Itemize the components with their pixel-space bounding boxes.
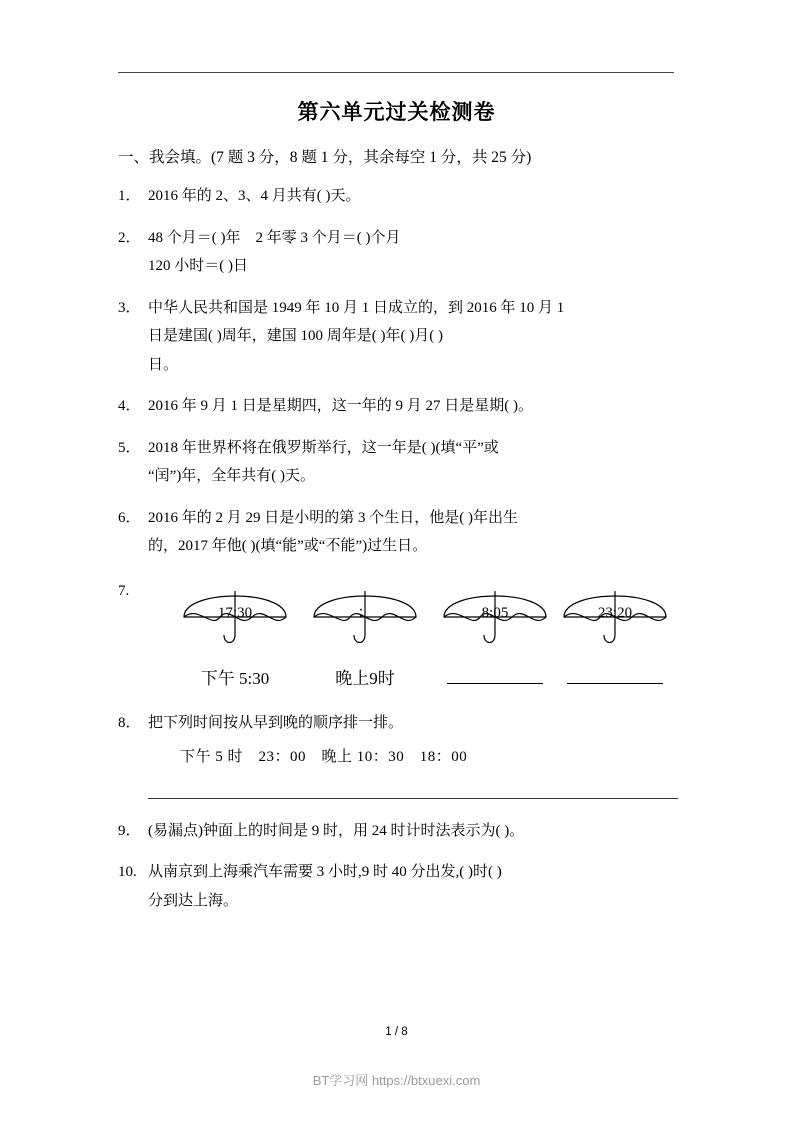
question-1-line-1: 2016 年的 2、3、4 月共有( )天。 [148, 188, 361, 205]
question-8 [118, 709, 678, 799]
section-heading: 一、我会填。(7 题 3 分，8 题 1 分，其余每空 1 分，共 25 分) [118, 149, 532, 166]
question-7 [118, 577, 678, 693]
umbrella-icon-3 [436, 577, 554, 655]
question-1 [118, 182, 678, 211]
question-8-items: 下午 5 时 23：00 晚上 10：30 18：00 [180, 749, 468, 766]
page-title: 第六单元过关检测卷 [297, 101, 496, 124]
question-4-line-1: 2016 年 9 月 1 日是星期四，这一年的 9 月 27 日是星期( )。 [148, 398, 533, 415]
umbrella-label-1: 下午 5:30 [200, 668, 270, 688]
question-8-line-1: 把下列时间按从早到晚的顺序排一排。 [148, 714, 404, 731]
umbrella-icon-4 [556, 577, 674, 655]
question-3-line-3: 日。 [148, 356, 179, 373]
watermark: BT学习网 https://btxuexi.com [312, 1073, 481, 1088]
question-6-line-2: 的，2017 年他( )(填“能”或“不能”)过生日。 [148, 538, 428, 555]
umbrella-answer-line-3[interactable] [447, 683, 543, 684]
question-3-number: 3． [118, 299, 141, 316]
umbrella-label-row [148, 663, 678, 693]
question-6 [118, 504, 678, 561]
question-8-number: 8． [118, 714, 141, 731]
question-8-answer-line[interactable] [148, 798, 678, 799]
umbrella-clock-4: 23:20 [597, 604, 633, 621]
question-2-number: 2． [118, 229, 141, 246]
question-5-line-2: “闰”)年，全年共有( )天。 [148, 468, 316, 485]
umbrella-figure-row [148, 577, 678, 663]
question-7-number: 7. [118, 582, 130, 599]
question-3-line-2: 日是建国( )周年，建国 100 周年是( )年( )月( ) [148, 328, 443, 345]
question-4-number: 4． [118, 398, 141, 415]
question-5-line-1: 2018 年世界杯将在俄罗斯举行，这一年是( )(填“平”或 [148, 439, 499, 456]
question-9 [118, 817, 678, 846]
question-2 [118, 224, 678, 281]
question-9-line-1: (易漏点)钟面上的时间是 9 时，用 24 时计时法表示为( )。 [148, 822, 525, 839]
question-5 [118, 434, 678, 491]
umbrella-clock-3: 8:05 [481, 604, 509, 621]
question-6-number: 6． [118, 509, 141, 526]
question-6-line-1: 2016 年的 2 月 29 日是小明的第 3 个生日，他是( )年出生 [148, 509, 518, 526]
header-divider [118, 72, 674, 73]
question-9-number: 9． [118, 822, 141, 839]
umbrella-icon-2 [306, 577, 424, 655]
question-10 [118, 858, 678, 915]
umbrella-clock-1: 17:30 [217, 604, 253, 621]
question-10-number: 10. [118, 864, 137, 881]
umbrella-clock-2: ： [357, 604, 373, 621]
question-10-line-2: 分到达上海。 [148, 892, 239, 909]
question-1-number: 1． [118, 188, 141, 205]
umbrella-label-2: 晚上9时 [335, 668, 395, 688]
umbrella-answer-line-4[interactable] [567, 683, 663, 684]
question-2-line-2: 120 小时＝( )日 [148, 258, 248, 275]
content-area [118, 140, 678, 915]
page-number: 1 / 8 [385, 1026, 408, 1038]
question-4 [118, 392, 678, 421]
question-3 [118, 294, 678, 380]
umbrella-icon-1 [176, 577, 294, 655]
question-10-line-1: 从南京到上海乘汽车需要 3 小时,9 时 40 分出发,( )时( ) [148, 864, 502, 881]
question-3-line-1: 中华人民共和国是 1949 年 10 月 1 日成立的，到 2016 年 10 月 1 [148, 299, 565, 316]
question-2-line-1: 48 个月＝( )年 2 年零 3 个月＝( )个月 [148, 229, 401, 246]
question-5-number: 5． [118, 439, 141, 456]
